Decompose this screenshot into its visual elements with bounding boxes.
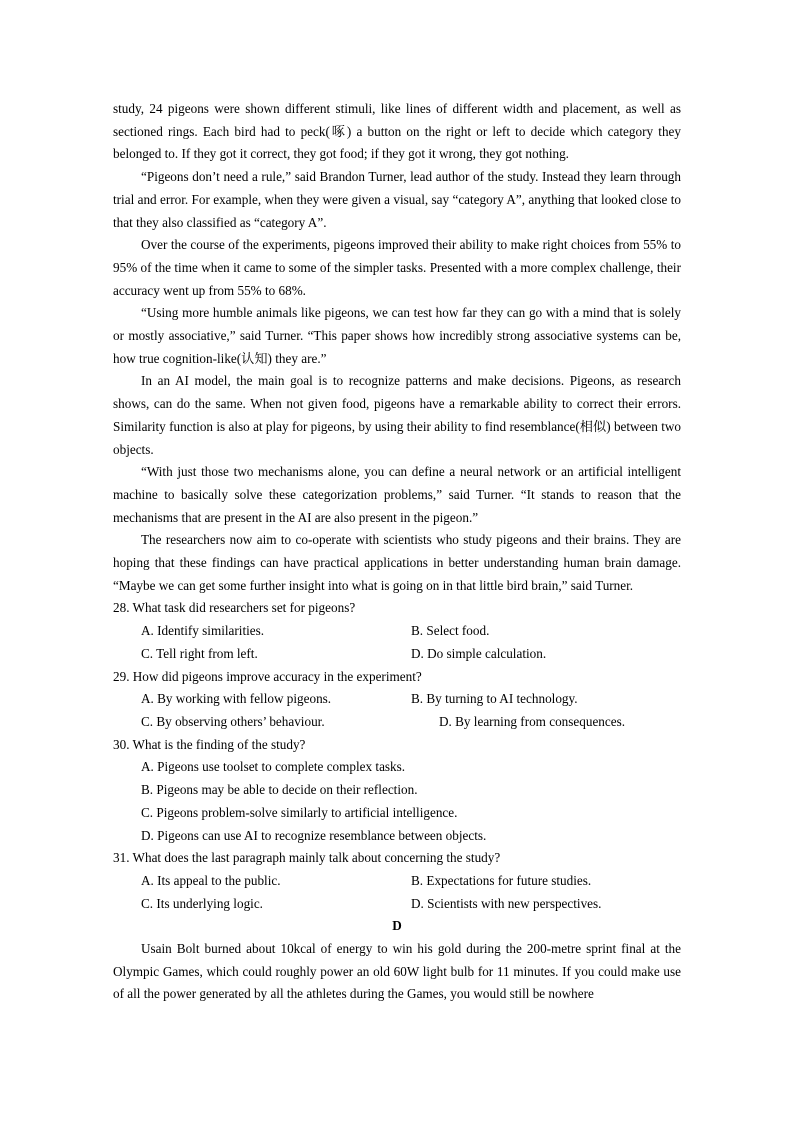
question-28 [113, 597, 681, 665]
option-d[interactable]: D. Scientists with new perspectives. [411, 895, 602, 911]
passage-c-paragraph-4: “Using more humble animals like pigeons, we can test how far they can go with a mind that is solely or mostly associative,” said Turner. “This paper shows how incredibly strong associative systems can be, how true cognition-like(认知) they are.” [113, 305, 681, 366]
passage-c-paragraph-6: “With just those two mechanisms alone, you can define a neural network or an artificial intelligent machine to basically solve these categorization problems,” said Turner. “It stands to reason that the mechanisms that are present in the AI are also present in the pigeon.” [113, 464, 681, 525]
question-stem: 28. What task did researchers set for pigeons? [113, 600, 356, 616]
option-b[interactable]: B. Expectations for future studies. [411, 872, 592, 888]
option-c[interactable]: C. By observing others’ behaviour. [141, 713, 325, 729]
question-29 [113, 666, 681, 734]
question-30 [113, 734, 681, 848]
option-a[interactable]: A. By working with fellow pigeons. [141, 691, 332, 707]
option-c[interactable]: C. Its underlying logic. [141, 895, 263, 911]
option-a[interactable]: A. Its appeal to the public. [141, 872, 281, 888]
options [141, 756, 681, 847]
option-a[interactable]: A. Identify similarities. [141, 623, 265, 639]
section-d-heading: D [392, 918, 402, 934]
option-d[interactable]: D. By learning from consequences. [439, 713, 626, 729]
passage-c-paragraph-1: study, 24 pigeons were shown different stimuli, like lines of different width and placement, as well as sectioned rings. Each bird had to peck(啄) a button on the right or left to decide which category they belonged to. If they got it correct, they got food; if they got it wrong, they got nothing. [113, 101, 681, 162]
question-stem: 29. How did pigeons improve accuracy in the experiment? [113, 668, 422, 684]
passage-c-paragraph-5: In an AI model, the main goal is to recognize patterns and make decisions. Pigeons, as research shows, can do the same. When not given food, pigeons have a remarkable ability to correct their errors. Similarity function is also at play for pigeons, by using their ability to find resemblance(相似) between two objects. [113, 373, 681, 457]
option-c[interactable]: C. Tell right from left. [141, 645, 258, 661]
passage-d-paragraph-1: Usain Bolt burned about 10kcal of energy to win his gold during the 200-metre sprint final at the Olympic Games, which could roughly power an old 60W light bulb for 11 minutes. If you could make use of all the power generated by all the athletes during the Games, you would still be nowhere [113, 941, 681, 1002]
options [141, 620, 681, 665]
passage-c-paragraph-7: The researchers now aim to co-operate with scientists who study pigeons and their brains. They are hoping that these findings can have practical applications in better understanding human brain damage. “Maybe we can get some further insight into what is going on in that little bird brain,” said Turner. [113, 532, 681, 593]
option-b[interactable]: B. Select food. [411, 623, 490, 639]
option-d[interactable]: D. Do simple calculation. [411, 645, 547, 661]
option-a[interactable]: A. Pigeons use toolset to complete complex tasks. [141, 759, 406, 775]
passage-c-paragraph-3: Over the course of the experiments, pigeons improved their ability to make right choices from 55% to 95% of the time when it came to some of the simpler tasks. Presented with a more complex challenge, their accuracy went up from 55% to 68%. [113, 237, 681, 298]
question-stem: 30. What is the finding of the study? [113, 736, 306, 752]
option-b[interactable]: B. By turning to AI technology. [411, 691, 578, 707]
exam-page [113, 98, 681, 1006]
question-31 [113, 847, 681, 915]
passage-c-paragraph-2: “Pigeons don’t need a rule,” said Brandon Turner, lead author of the study. Instead they learn through trial and error. For example, when they were given a visual, say “category A”, anything that looked close to that they also classified as “category A”. [113, 169, 681, 230]
option-c[interactable]: C. Pigeons problem-solve similarly to artificial intelligence. [141, 804, 458, 820]
options [141, 870, 681, 915]
option-d[interactable]: D. Pigeons can use AI to recognize resemblance between objects. [141, 827, 487, 843]
option-b[interactable]: B. Pigeons may be able to decide on their reflection. [141, 782, 418, 798]
question-stem: 31. What does the last paragraph mainly talk about concerning the study? [113, 850, 501, 866]
options [141, 688, 681, 733]
